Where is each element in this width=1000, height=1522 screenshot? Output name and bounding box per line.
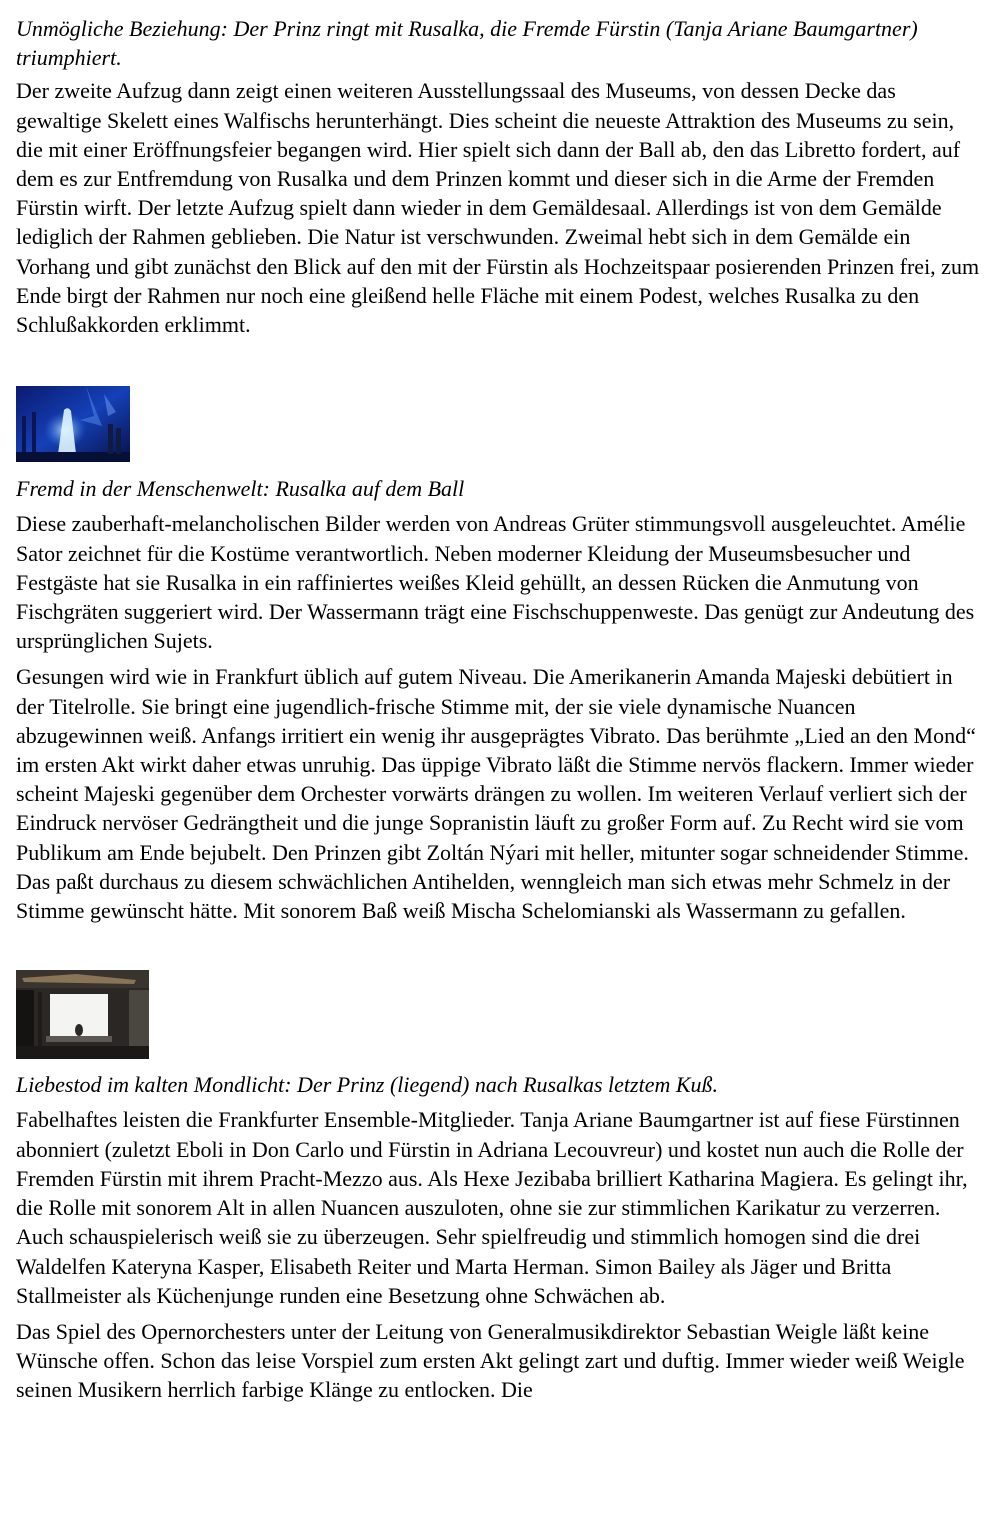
article-body xyxy=(16,14,986,1405)
photo-caption: Fremd in der Menschenwelt: Rusalka auf dem Ball xyxy=(16,476,465,502)
photo-caption: Liebestod im kalten Mondlicht: Der Prinz (liegend) nach Rusalkas letztem Kuß. xyxy=(16,1072,719,1098)
photo-ball-scene[interactable] xyxy=(16,386,986,462)
article-paragraph: Fabelhaftes leisten die Frankfurter Ensemble-Mitglieder. Tanja Ariane Baumgartner ist auf fiese Fürstinnen abonniert (zuletzt Eboli in Don Carlo und Fürstin in Adriana Lecouvreur) und kostet nun auch die Rolle der Fremden Fürstin mit ihrem Pracht-Mezzo aus. Als Hexe Jezibaba brilliert Katharina Magiera. Es gelingt ihr, die Rolle mit sonorem Alt in allen Nuancen auszuloten, ohne sie zur stimmlichen Karikatur zu verzerren. Auch schauspielerisch weiß sie zu überzeugen. Sehr spielfreudig und stimmlich homogen sind die drei Waldelfen Kateryna Kasper, Elisabeth Reiter und Marta Herman. Simon Bailey als Jäger und Britta Stallmeister als Küchenjunge runden eine Besetzung ohne Schwächen ab. xyxy=(16,1107,968,1308)
article-paragraph: Das Spiel des Opernorchesters unter der Leitung von Generalmusikdirektor Sebastian Weigle läßt keine Wünsche offen. Schon das leise Vorspiel zum ersten Akt gelingt zart und duftig. Immer wieder weiß Weigle seinen Musikern herrlich farbige Klänge zu entlocken. Die xyxy=(16,1318,965,1403)
photo-caption: Unmögliche Beziehung: Der Prinz ringt mit Rusalka, die Fremde Fürstin (Tanja Ariane Baumgartner) triumphiert. xyxy=(16,16,918,71)
photo-final-scene[interactable] xyxy=(16,970,986,1059)
final-scene-photo xyxy=(16,970,149,1059)
article-paragraph: Gesungen wird wie in Frankfurt üblich auf gutem Niveau. Die Amerikanerin Amanda Majeski debütiert in der Titelrolle. Sie bringt eine jugendlich-frische Stimme mit, der sie viele dynamische Nuancen abzugewinnen weiß. Anfangs irritiert ein wenig ihr ausgeprägtes Vibrato. Das berühmte „Lied an den Mond“ im ersten Akt wirkt daher etwas unruhig. Das üppige Vibrato läßt die Stimme nervös flackern. Immer wieder scheint Majeski gegenüber dem Orchester vorwärts drängen zu wollen. Im weiteren Verlauf verliert sich der Eindruck nervöser Gedrängtheit und die junge Sopranistin läuft zu großer Form auf. Zu Recht wird sie vom Publikum am Ende bejubelt. Den Prinzen gibt Zoltán Nýari mit heller, mitunter sogar schneidender Stimme. Das paßt durchaus zu diesem schwächlichen Antihelden, wenngleich man sich etwas mehr Schmelz in der Stimme gewünscht hätte. Mit sonorem Baß weiß Mischa Schelomianski als Wassermann zu gefallen. xyxy=(16,664,976,924)
article-paragraph: Diese zauberhaft-melancholischen Bilder werden von Andreas Grüter stimmungsvoll ausgeleuchtet. Amélie Sator zeichnet für die Kostüme verantwortlich. Neben moderner Kleidung der Museumsbesucher und Festgäste hat sie Rusalka in ein raffiniertes weißes Kleid gehüllt, an dessen Rücken die Anmutung von Fischgräten suggeriert wird. Der Wassermann trägt eine Fischschuppenweste. Das genügt zur Andeutung des ursprünglichen Sujets. xyxy=(16,511,975,654)
article-paragraph: Der zweite Aufzug dann zeigt einen weiteren Ausstellungssaal des Museums, von dessen Decke das gewaltige Skelett eines Walfischs herunterhängt. Dies scheint die neueste Attraktion des Museums zu sein, die mit einer Eröffnungsfeier begangen wird. Hier spielt sich dann der Ball ab, den das Libretto fordert, auf dem es zur Entfremdung von Rusalka und dem Prinzen kommt und dieser sich in die Arme der Fremden Fürstin wirft. Der letzte Aufzug spielt dann wieder in dem Gemäldesaal. Allerdings ist von dem Gemälde lediglich der Rahmen geblieben. Die Natur ist verschwunden. Zweimal hebt sich in dem Gemälde ein Vorhang und gibt zunächst den Blick auf den mit der Fürstin als Hochzeitspaar posierenden Prinzen frei, zum Ende birgt der Rahmen nur noch eine gleißend helle Fläche mit einem Podest, welches Rusalka zu den Schlußakkorden erklimmt. xyxy=(16,78,980,338)
ball-scene-photo xyxy=(16,386,130,462)
